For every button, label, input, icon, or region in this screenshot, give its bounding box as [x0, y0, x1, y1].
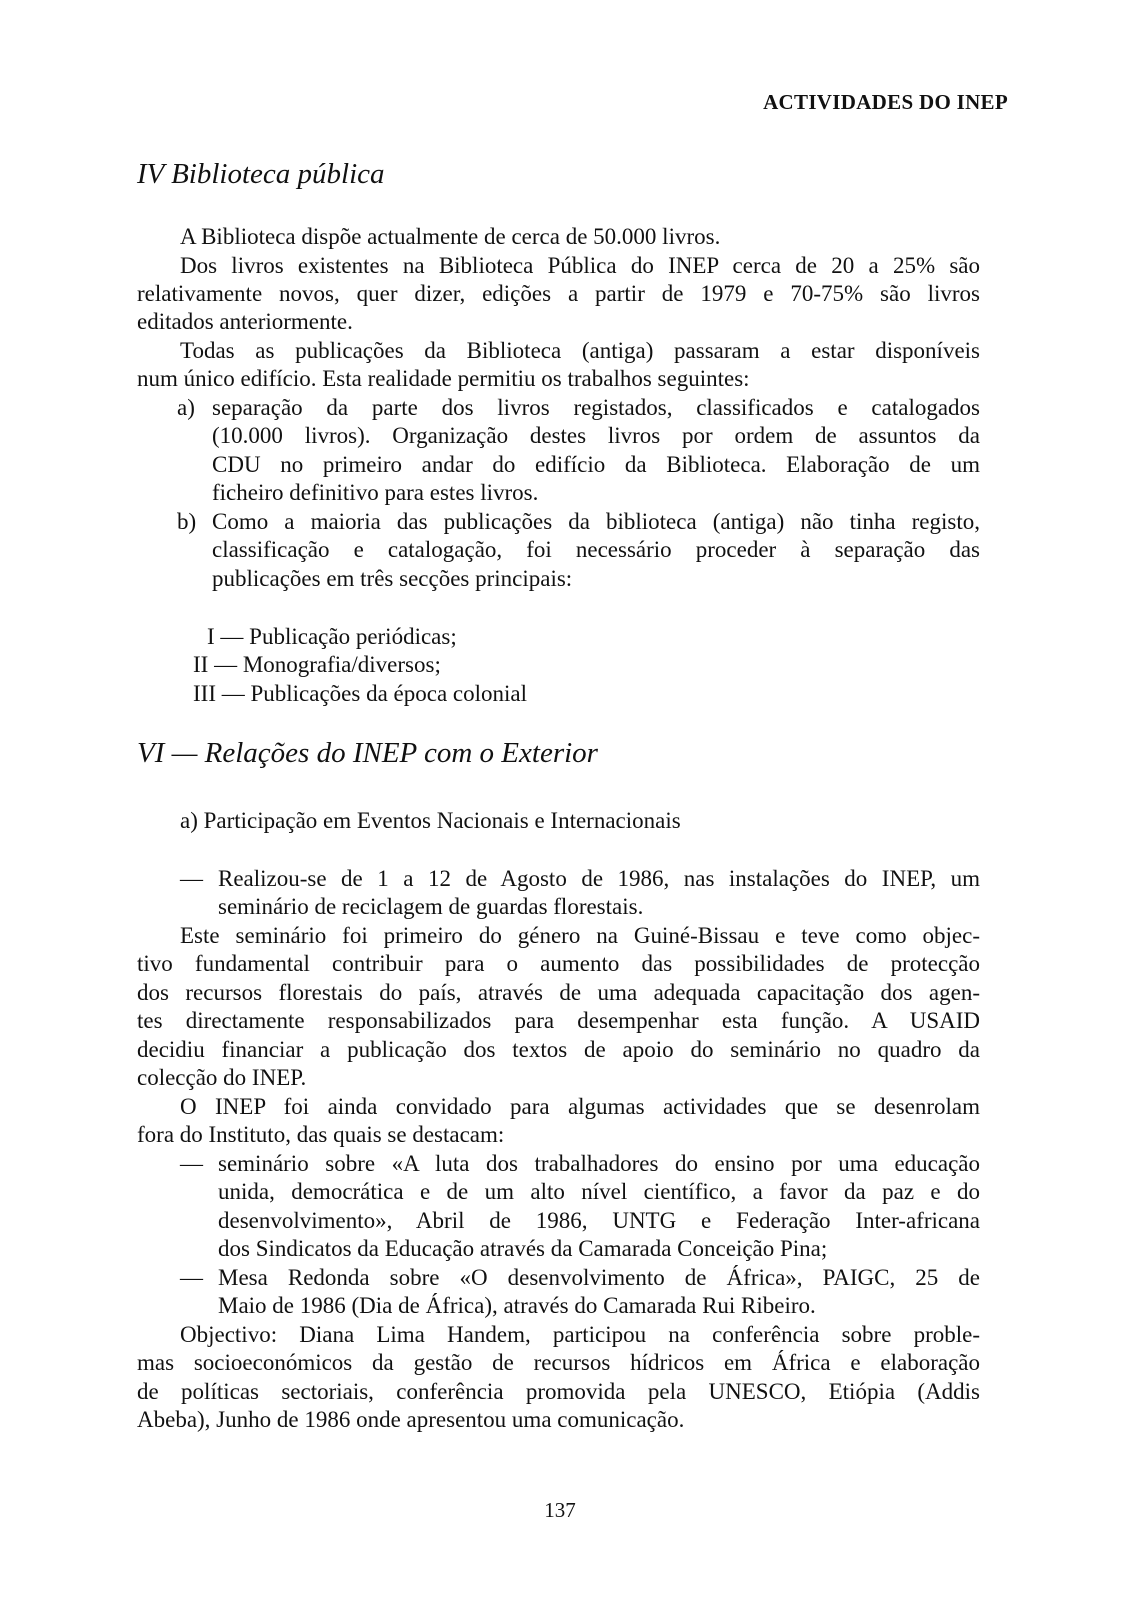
text-line: (10.000 livros). Organização destes livros por ordem de assuntos da [212, 423, 980, 448]
section-heading-relacoes: VI — Relações do INEP com o Exterior [137, 737, 598, 769]
text-line: editados anteriormente. [137, 309, 353, 334]
dash-marker: — [180, 1265, 203, 1290]
section-heading-biblioteca: IV Biblioteca pública [137, 158, 385, 190]
text-line: tivo fundamental contribuir para o aumento das possibilidades de protecção [137, 951, 980, 976]
text-line: mas socioeconómicos da gestão de recursos hídricos em África e elaboração [137, 1350, 980, 1375]
text-line: Dos livros existentes na Biblioteca Pública do INEP cerca de 20 a 25% são [180, 253, 980, 278]
text-line: ficheiro definitivo para estes livros. [212, 480, 539, 505]
text-line: fora do Instituto, das quais se destacam: [137, 1122, 505, 1147]
list-marker: b) [177, 509, 197, 534]
text-line: O INEP foi ainda convidado para algumas actividades que se desenrolam [180, 1094, 980, 1119]
section-list-item: I — Publicação periódicas; [207, 624, 457, 649]
list-marker: a) [177, 395, 195, 420]
dash-marker: — [180, 866, 203, 891]
text-line: A Biblioteca dispõe actualmente de cerca de 50.000 livros. [180, 224, 721, 249]
text-line: desenvolvimento», Abril de 1986, UNTG e Federação Inter-africana [218, 1208, 980, 1233]
text-line: Maio de 1986 (Dia de África), através do Camarada Rui Ribeiro. [218, 1293, 816, 1318]
dash-marker: — [180, 1151, 203, 1176]
text-line: Abeba), Junho de 1986 onde apresentou uma comunicação. [137, 1407, 685, 1432]
text-line: publicações em três secções principais: [212, 566, 573, 591]
text-line: decidiu financiar a publicação dos textos de apoio do seminário no quadro da [137, 1037, 980, 1062]
section-list-item: III — Publicações da época colonial [193, 681, 528, 706]
text-line: dos recursos florestais do país, através de uma adequada capacitação dos agen- [137, 980, 980, 1005]
text-line: Mesa Redonda sobre «O desenvolvimento de África», PAIGC, 25 de [218, 1265, 980, 1290]
text-line: relativamente novos, quer dizer, edições a partir de 1979 e 70-75% são livros [137, 281, 980, 306]
subheading: a) Participação em Eventos Nacionais e Internacionais [180, 808, 681, 833]
text-line: seminário sobre «A luta dos trabalhadores do ensino por uma educação [218, 1151, 980, 1176]
text-line: colecção do INEP. [137, 1065, 307, 1090]
text-line: Realizou-se de 1 a 12 de Agosto de 1986, nas instalações do INEP, um [218, 866, 980, 891]
page-number: 137 [544, 1498, 576, 1522]
running-header: ACTIVIDADES DO INEP [763, 90, 1008, 114]
text-line: tes directamente responsabilizados para desempenhar esta função. A USAID [137, 1008, 980, 1033]
text-line: seminário de reciclagem de guardas florestais. [218, 894, 644, 919]
text-line: separação da parte dos livros registados, classificados e catalogados [212, 395, 980, 420]
text-line: Como a maioria das publicações da biblioteca (antiga) não tinha registo, [212, 509, 980, 534]
text-line: Objectivo: Diana Lima Handem, participou na conferência sobre proble- [180, 1322, 980, 1347]
text-line: dos Sindicatos da Educação através da Camarada Conceição Pina; [218, 1236, 828, 1261]
section-list-item: II — Monografia/diversos; [193, 652, 441, 677]
text-line: CDU no primeiro andar do edifício da Biblioteca. Elaboração de um [212, 452, 980, 477]
text-line: classificação e catalogação, foi necessário proceder à separação das [212, 537, 980, 562]
text-line: de políticas sectoriais, conferência promovida pela UNESCO, Etiópia (Addis [137, 1379, 980, 1404]
text-line: num único edifício. Esta realidade permitiu os trabalhos seguintes: [137, 366, 750, 391]
text-line: unida, democrática e de um alto nível científico, a favor da paz e do [218, 1179, 980, 1204]
text-line: Este seminário foi primeiro do género na Guiné-Bissau e teve como objec- [180, 923, 980, 948]
text-line: Todas as publicações da Biblioteca (antiga) passaram a estar disponíveis [180, 338, 980, 363]
